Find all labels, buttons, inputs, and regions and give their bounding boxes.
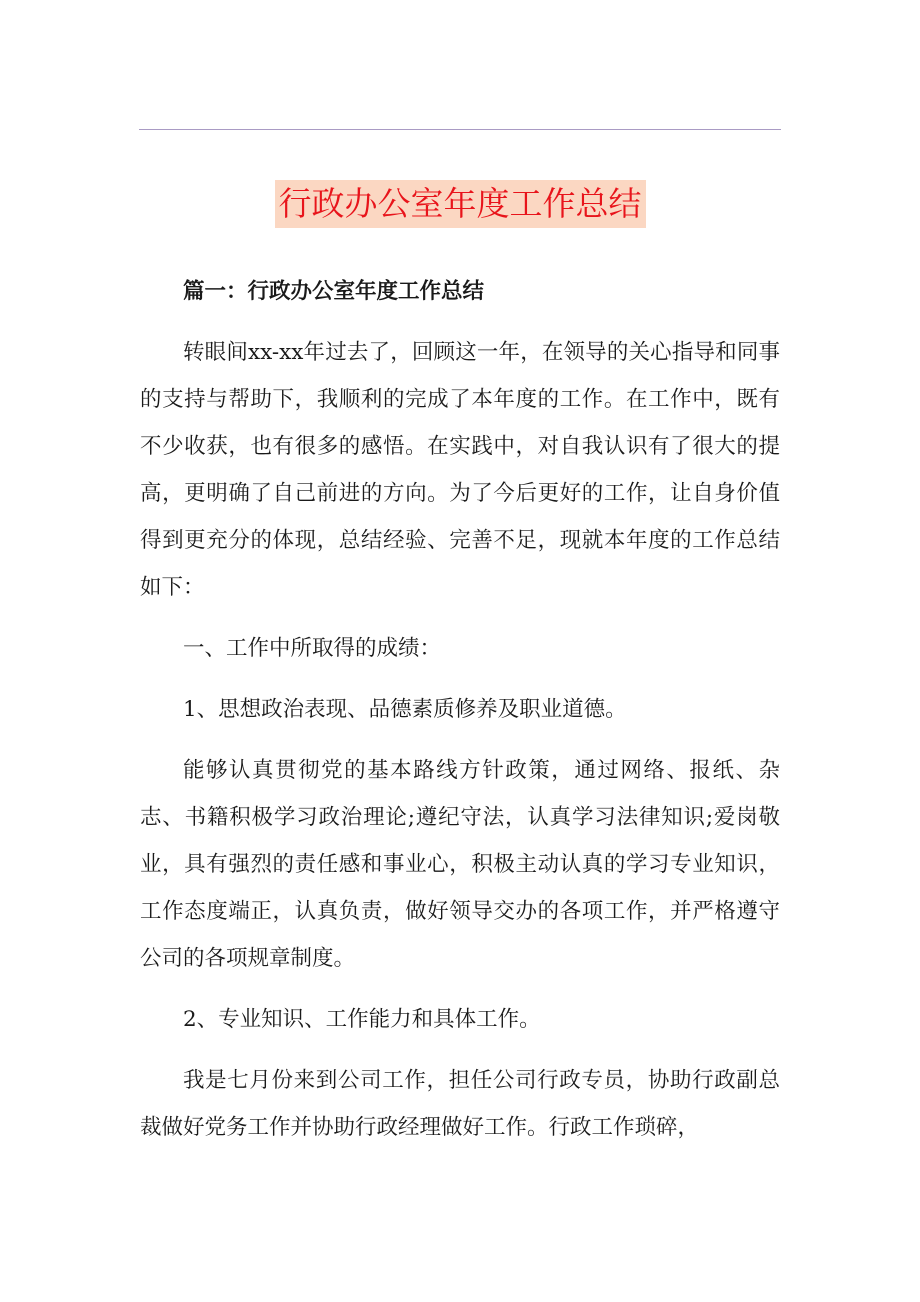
- header-rule: [139, 129, 781, 130]
- document-title: 行政办公室年度工作总结: [275, 180, 646, 228]
- document-body: [140, 268, 780, 1165]
- intro-paragraph: 转眼间xx-xx年过去了，回顾这一年，在领导的关心指导和同事的支持与帮助下，我顺利的完成了本年度的工作。在工作中，既有不少收获，也有很多的感悟。在实践中，对自我认识有了很大的提高，更明确了自己前进的方向。为了今后更好的工作，让自身价值得到更充分的体现，总结经验、完善不足，现就本年度的工作总结如下：: [140, 340, 780, 600]
- item-1-heading: 1、思想政治表现、品德素质修养及职业道德。: [183, 697, 627, 722]
- item-1-paragraph: 能够认真贯彻党的基本路线方针政策，通过网络、报纸、杂志、书籍积极学习政治理论;遵纪守法，认真学习法律知识;爱岗敬业，具有强烈的责任感和事业心，积极主动认真的学习专业知识，工作态度端正，认真负责，做好领导交办的各项工作，并严格遵守公司的各项规章制度。: [140, 758, 780, 971]
- section-heading: 篇一：行政办公室年度工作总结: [183, 279, 485, 304]
- item-2-heading: 2、专业知识、工作能力和具体工作。: [183, 1007, 541, 1032]
- item-2-paragraph: 我是七月份来到公司工作，担任公司行政专员，协助行政副总裁做好党务工作并协助行政经理做好工作。行政工作琐碎，: [140, 1068, 780, 1140]
- subheading-achievements: 一、工作中所取得的成绩：: [183, 636, 442, 661]
- title-wrapper: [0, 158, 920, 250]
